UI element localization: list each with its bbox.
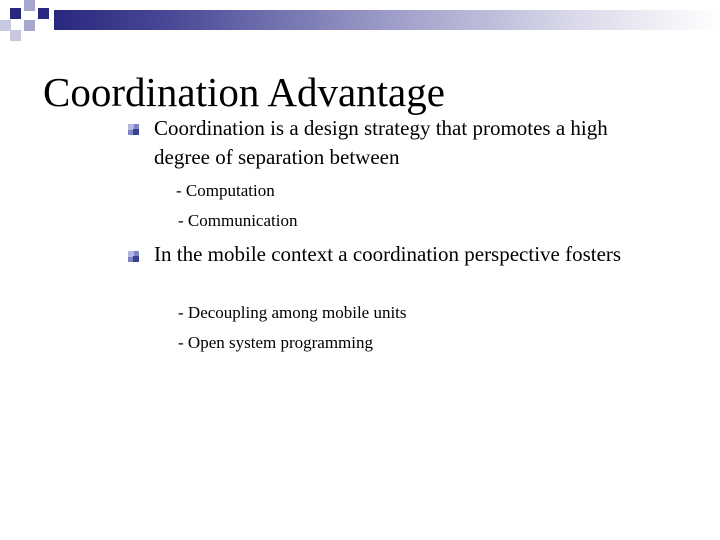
subitem-communication: - Communication [178,211,298,230]
deco-square-dark-1 [10,8,21,19]
square-bullet-icon [128,251,139,262]
subitem-computation: - Computation [176,181,275,200]
header-decoration [0,0,720,50]
subitem-open-system: - Open system programming [178,333,373,352]
deco-square-light-1 [24,0,35,11]
subitem-decoupling: - Decoupling among mobile units [178,303,407,322]
deco-square-light-3 [24,20,35,31]
bullet-text-2: In the mobile context a coordination perspective fosters [154,242,622,266]
deco-square-dark-2 [38,8,49,19]
slide-title: Coordination Advantage [43,69,445,115]
deco-square-light-4 [10,30,21,41]
bullet-text-1: Coordination is a design strategy that promotes a high degree of separation between [154,116,608,169]
square-bullet-icon [128,124,139,135]
header-gradient-bar [54,10,720,30]
